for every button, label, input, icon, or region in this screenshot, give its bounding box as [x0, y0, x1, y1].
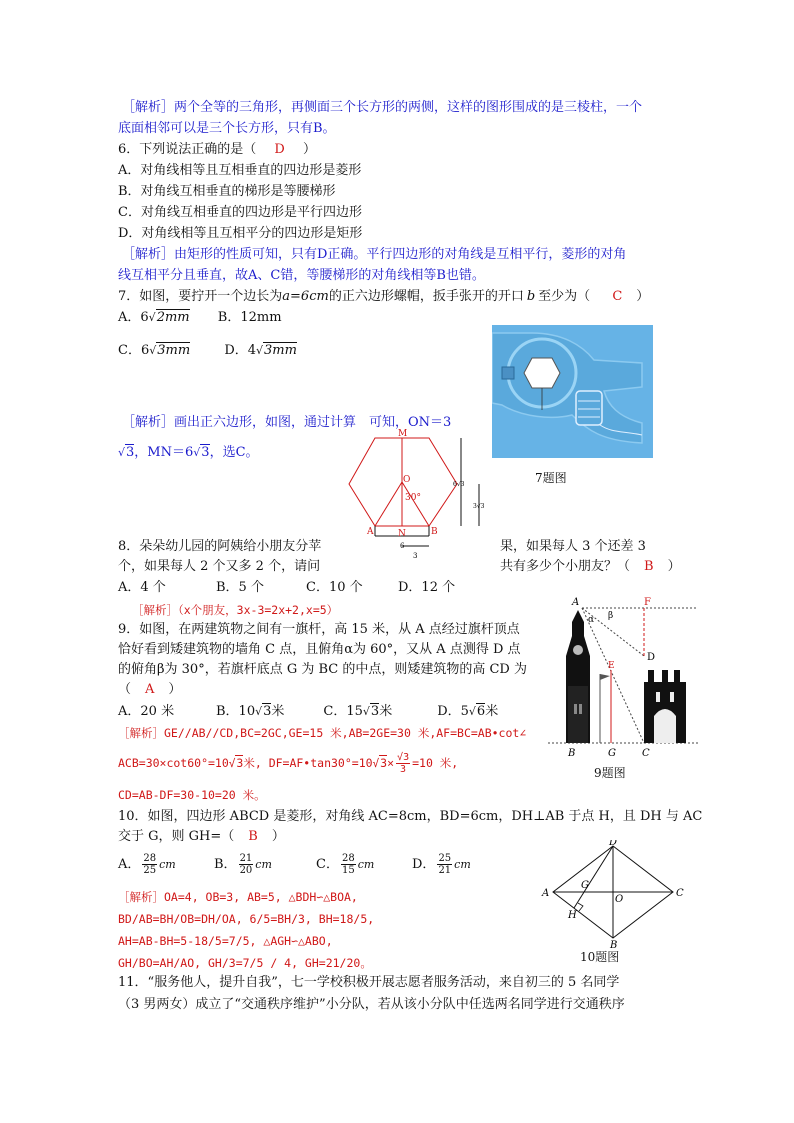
question-9-line4	[118, 681, 181, 699]
q7-option-c: C．6	[118, 343, 150, 358]
wrench-figure	[492, 325, 653, 458]
analysis-9-root1: 3	[236, 756, 244, 770]
question-9-line2: 恰好看到矮建筑物的墙角 C 点，且俯角α为 60°，又从 A 点测得 D 点	[118, 642, 521, 657]
analysis-7-mn: ，MN＝6	[134, 445, 194, 460]
analysis-9-line2: ACB=30×cot60°=10√3米, DF=AF•tan30°=10√3× $\frac{√3}{3}$ =10 米,	[118, 752, 459, 775]
analysis-9-fraction	[396, 752, 410, 775]
question-9-line3: 的俯角β为 30°，若旗杆底点 G 为 BC 的中点，则矮建筑物的高 CD 为	[118, 662, 527, 677]
analysis-9-acb: ACB=30×cot60°=10	[118, 756, 229, 770]
q8-option-b: B．5 个	[216, 580, 264, 595]
q10-option-c-fraction	[341, 853, 356, 876]
question-11-line2: （3 男两女）成立了“交通秩序维护”小分队，若从该小分队中任选两名同学进行交通秩序	[118, 997, 625, 1012]
q10-option-a-unit: cm	[159, 858, 176, 871]
fig10-label-o: O	[615, 894, 624, 905]
q8-options	[118, 579, 455, 597]
fig10-label-b: B	[610, 940, 618, 950]
q9-options: A．20 米 B．10√3米 C．15√3米 D．5√6米	[118, 704, 499, 719]
q10-option-b-fraction	[239, 853, 254, 876]
q10-option-b-den: 20	[239, 865, 253, 876]
question-6-stem: 6．下列说法正确的是（	[118, 142, 257, 157]
hexagon-figure	[345, 428, 495, 568]
analysis-7-line2: √3，MN＝6√3，选C。	[118, 445, 259, 460]
q7-option-d-value: 3mm	[264, 343, 297, 358]
analysis-7-root1: 3	[126, 445, 135, 460]
fig10-caption: 10题图	[580, 950, 620, 964]
q9-option-d: D．5	[437, 704, 469, 719]
analysis-9-line3: CD=AB-DF=30-10=20 米。	[118, 788, 266, 802]
q10-option-b-num: 21	[239, 853, 253, 864]
q10-option-c-den: 15	[341, 865, 355, 876]
hex-label-six: 6	[400, 542, 405, 550]
question-6	[118, 141, 316, 159]
analysis-10-line3: AH=AB-BH=5-18/5=7/5, △AGH∽△ABO,	[118, 934, 333, 948]
question-8-line1a: 8．朵朵幼儿园的阿姨给小朋友分苹	[118, 539, 322, 554]
q6-option-b: B．对角线互相垂直的梯形是等腰梯形	[118, 184, 336, 199]
q10-option-c	[316, 852, 412, 878]
analysis-9-fraction-num: √3	[397, 752, 410, 763]
question-9-open: （	[118, 682, 132, 697]
q9-option-b-root: 3	[263, 704, 272, 719]
hex-label-side6: 6√3	[453, 481, 465, 488]
question-6-close: ）	[303, 142, 317, 157]
q9-option-c-root: 3	[370, 704, 380, 719]
question-10-line2	[118, 828, 285, 846]
q7-option-a-value: 2mm	[156, 310, 190, 325]
question-10-close: ）	[271, 829, 285, 844]
question-7-mid: 的正六边形螺帽，扳手张开的开口	[328, 289, 524, 304]
hex-label-o: O	[403, 475, 411, 485]
question-7-stem: 7．如图，要拧开一个边长为	[118, 289, 283, 304]
fig9-label-g: G	[608, 748, 616, 759]
hex-label-n: N	[398, 529, 406, 539]
rhombus-drawing	[536, 840, 686, 950]
q6-option-a: A．对角线相等且互相垂直的四边形是菱形	[118, 163, 362, 178]
q10-option-a	[118, 852, 214, 878]
q10-option-b-label: B．	[214, 857, 237, 872]
q9-option-a: A．20 米	[118, 704, 175, 719]
question-10-line1: 10．如图，四边形 ABCD 是菱形，对角线 AC=8cm，BD=6cm，DH⊥AB 于点 H，且 DH 与 AC	[118, 809, 703, 824]
question-11-line1: 11．“服务他人，提升自我”，七一学校积极开展志愿者服务活动，来自初三的 5 名同学	[118, 975, 620, 990]
q7-option-c-value: 3mm	[157, 343, 191, 358]
q6-option-c: C．对角线互相垂直的四边形是平行四边形	[118, 205, 362, 220]
analysis-7-choice: ，选C。	[209, 445, 259, 460]
fig10-label-d: D	[609, 840, 618, 848]
analysis-10-line1: ［解析］OA=4, OB=3, AB=5, △BDH∽△BOA,	[118, 890, 358, 904]
q10-option-a-den: 25	[143, 865, 157, 876]
question-9-answer: A	[145, 682, 155, 697]
analysis-prev-line1: ［解析］两个全等的三角形，再侧面三个长方形的两侧，这样的图形围成的是三棱柱，一个	[122, 100, 643, 115]
q9-option-b-unit: 米	[271, 704, 285, 719]
q10-option-d-num: 25	[438, 853, 452, 864]
q10-option-b	[214, 852, 316, 878]
hex-label-three: 3	[413, 552, 418, 560]
analysis-prev-line2: 底面相邻可以是三个长方形，只有B。	[118, 121, 336, 136]
analysis-9-fraction-den: 3	[400, 764, 407, 775]
fig9-label-beta: β	[608, 611, 614, 621]
q10-option-c-label: C．	[316, 857, 339, 872]
hex-label-m: M	[398, 429, 408, 439]
q7-options-cd: C．6√3mm D．4√3mm	[118, 343, 297, 358]
question-8-ask: 共有多少个小朋友？（	[500, 559, 631, 574]
hexagon-drawing	[345, 428, 495, 568]
fig10-label-g: G	[581, 880, 589, 891]
q10-option-d-unit: cm	[454, 858, 471, 871]
q7-options-ab: A．6√2mm B．12mm	[118, 310, 282, 325]
q9-option-d-root: 6	[476, 704, 486, 719]
question-8-line2b	[500, 558, 681, 576]
fig7-caption: 7题图	[535, 471, 567, 485]
analysis-10-line2: BD/AB=BH/OB=DH/OA, 6/5=BH/3, BH=18/5,	[118, 912, 375, 926]
q10-option-a-fraction	[142, 853, 157, 876]
q9-option-b: B．10	[216, 704, 256, 719]
analysis-7-root2: 3	[201, 445, 210, 460]
question-7-var: a=6cm	[282, 289, 329, 304]
fig9-caption: 9题图	[594, 766, 626, 780]
fig10-label-a: A	[542, 888, 550, 899]
analysis-9-line1: ［解析］GE//AB//CD,BC=2GC,GE=15 米,AB=2GE=30 米,AF=BC=AB•cot∠	[118, 726, 527, 740]
q10-option-a-label: A．	[118, 857, 141, 872]
q7-option-a: A．6	[118, 310, 149, 325]
q10-option-d	[412, 853, 471, 876]
question-7	[118, 288, 649, 306]
question-9-line1: 9．如图，在两建筑物之间有一旗杆，高 15 米，从 A 点经过旗杆顶点	[118, 622, 520, 637]
q9-option-c: C．15	[323, 704, 363, 719]
question-8-line1b: 果，如果每人 3 个还差 3	[500, 539, 646, 554]
q7-option-d: D．4	[224, 343, 257, 358]
question-10-ask: 交于 G，则 GH=（	[118, 829, 235, 844]
fig10-label-c: C	[676, 888, 684, 899]
question-10-answer: B	[248, 829, 258, 844]
fig9-label-f: F	[644, 597, 651, 608]
question-6-answer: D	[274, 142, 285, 157]
q8-option-a: A．4 个	[118, 580, 166, 595]
question-8-answer: B	[644, 559, 654, 574]
fig9-label-b: B	[568, 748, 576, 759]
question-7-b: b	[526, 289, 536, 304]
analysis-9-times: ×	[387, 756, 395, 770]
q9-option-d-unit: 米	[485, 704, 499, 719]
question-7-answer: C	[612, 289, 623, 304]
analysis-9-root2: 3	[380, 756, 388, 770]
question-8-close: ）	[667, 559, 681, 574]
q10-option-d-fraction	[437, 853, 452, 876]
question-7-close: ）	[636, 289, 650, 304]
building-figure	[548, 596, 700, 760]
hex-label-side3: 3√3	[473, 503, 485, 510]
fig9-label-a: A	[572, 597, 580, 608]
analysis-9-result: =10 米,	[412, 756, 459, 770]
question-9-close: ）	[168, 682, 182, 697]
analysis-6-line1: ［解析］由矩形的性质可知，只有D正确。平行四边形的对角线是互相平行，菱形的对角	[122, 247, 627, 262]
fig9-label-d: D	[647, 652, 656, 663]
analysis-6-line2: 线互相平分且垂直，故A、C错，等腰梯形的对角线相等B也错。	[118, 268, 485, 283]
analysis-9-df: 米, DF=AF•tan30°=10	[243, 756, 373, 770]
q10-option-a-num: 28	[143, 853, 157, 864]
q8-option-c: C．10 个	[306, 580, 363, 595]
q10-option-c-unit: cm	[357, 858, 375, 871]
q7-option-b: B．12mm	[217, 310, 282, 325]
hex-label-b: B	[431, 527, 438, 537]
q6-option-d: D．对角线相等且互相平分的四边形是矩形	[118, 226, 363, 241]
q10-options	[118, 852, 471, 878]
q10-option-d-den: 21	[438, 865, 452, 876]
q9-option-c-unit: 米	[379, 704, 393, 719]
question-8-line2a: 个，如果每人 2 个又多 2 个，请问	[118, 559, 321, 574]
fig10-label-h: H	[568, 910, 577, 921]
hex-label-angle: 30°	[405, 493, 421, 503]
analysis-8: ［解析］（x个朋友，3x-3=2x+2,x=5）	[132, 603, 339, 617]
question-7-end: 至少为（	[538, 289, 591, 304]
fig9-label-alpha: α	[588, 615, 595, 625]
fig9-label-c: C	[642, 748, 650, 759]
analysis-7-line1: ［解析］画出正六边形，如图，通过计算 可知，ON＝3	[122, 415, 452, 430]
analysis-10-line4: GH/BO=AH/AO, GH/3=7/5 / 4, GH=21/20。	[118, 956, 372, 970]
q10-option-d-label: D．	[412, 857, 436, 872]
rhombus-figure	[536, 840, 686, 950]
hex-label-a: A	[367, 527, 374, 537]
building-drawing	[548, 596, 700, 760]
q8-option-d: D．12 个	[398, 580, 456, 595]
fig9-label-e: E	[608, 661, 615, 671]
wrench-drawing	[492, 325, 653, 458]
q10-option-c-num: 28	[341, 853, 355, 864]
q10-option-b-unit: cm	[255, 858, 272, 871]
